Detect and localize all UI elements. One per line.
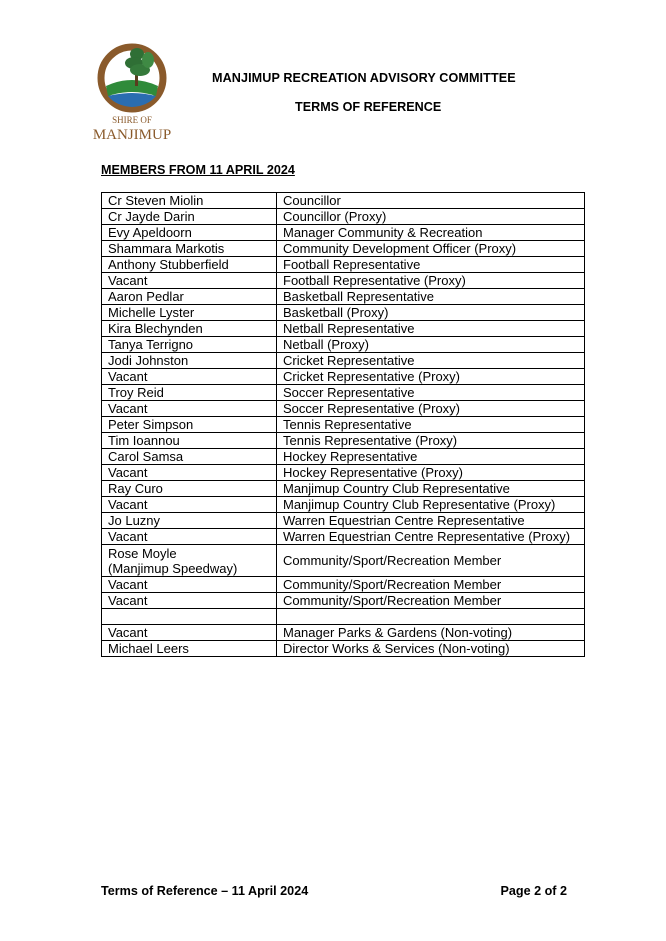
member-role: Tennis Representative (Proxy) — [277, 433, 585, 449]
logo-shire-of: SHIRE OF — [112, 115, 152, 125]
table-row — [102, 481, 585, 497]
member-name-cell — [102, 257, 277, 273]
member-role: Hockey Representative (Proxy) — [277, 465, 585, 481]
member-name-cell — [102, 289, 277, 305]
member-name-cell — [102, 625, 277, 641]
member-name: Vacant — [108, 529, 148, 544]
logo-manjimup: MANJIMUP — [92, 127, 172, 143]
member-role: Soccer Representative (Proxy) — [277, 401, 585, 417]
member-role: Basketball Representative — [277, 289, 585, 305]
table-row — [102, 273, 585, 289]
member-role: Cricket Representative (Proxy) — [277, 369, 585, 385]
member-name: Tim Ioannou — [108, 433, 180, 448]
table-row — [102, 225, 585, 241]
member-name: Vacant — [108, 369, 148, 384]
member-name: Jo Luzny — [108, 513, 161, 528]
member-name: Tanya Terrigno — [108, 337, 194, 352]
member-role: Netball Representative — [277, 321, 585, 337]
member-role — [277, 609, 585, 625]
member-role: Basketball (Proxy) — [277, 305, 585, 321]
member-name-cell — [102, 321, 277, 337]
member-role: Community Development Officer (Proxy) — [277, 241, 585, 257]
member-name: Vacant — [108, 593, 148, 608]
table-row — [102, 497, 585, 513]
member-name: Vacant — [108, 401, 148, 416]
member-name: Peter Simpson — [108, 417, 194, 432]
table-row — [102, 337, 585, 353]
member-name: Carol Samsa — [108, 449, 184, 464]
member-role: Soccer Representative — [277, 385, 585, 401]
table-row — [102, 193, 585, 209]
document-subtitle: TERMS OF REFERENCE — [295, 100, 442, 114]
member-name-cell — [102, 417, 277, 433]
member-name: Michael Leers — [108, 641, 189, 656]
member-role: Hockey Representative — [277, 449, 585, 465]
member-name: Vacant — [108, 625, 148, 640]
member-name: Michelle Lyster — [108, 305, 195, 320]
member-role: Director Works & Services (Non-voting) — [277, 641, 585, 657]
member-name-cell — [102, 577, 277, 593]
member-name-cell — [102, 209, 277, 225]
table-row — [102, 577, 585, 593]
member-name: Evy Apeldoorn — [108, 225, 192, 240]
table-row — [102, 257, 585, 273]
member-role: Tennis Representative — [277, 417, 585, 433]
table-row — [102, 593, 585, 609]
member-name-note: (Manjimup Speedway) — [108, 560, 238, 576]
member-name: Troy Reid — [108, 385, 164, 400]
members-section-title: MEMBERS FROM 11 APRIL 2024 — [101, 163, 295, 177]
footer-page-number: Page 2 of 2 — [500, 884, 567, 898]
member-role: Warren Equestrian Centre Representative — [277, 513, 585, 529]
member-role: Netball (Proxy) — [277, 337, 585, 353]
member-name: Shammara Markotis — [108, 241, 225, 256]
member-role: Cricket Representative — [277, 353, 585, 369]
member-role: Manager Parks & Gardens (Non-voting) — [277, 625, 585, 641]
member-name-cell — [102, 353, 277, 369]
table-row — [102, 401, 585, 417]
member-name-cell — [102, 593, 277, 609]
member-name-cell — [102, 305, 277, 321]
member-name-cell — [102, 513, 277, 529]
member-name: Vacant — [108, 497, 148, 512]
member-role: Manjimup Country Club Representative — [277, 481, 585, 497]
member-name: Cr Jayde Darin — [108, 209, 195, 224]
member-role: Football Representative — [277, 257, 585, 273]
member-name-cell — [102, 497, 277, 513]
table-row — [102, 353, 585, 369]
table-row — [102, 433, 585, 449]
table-row — [102, 209, 585, 225]
member-role: Manager Community & Recreation — [277, 225, 585, 241]
member-name-cell — [102, 273, 277, 289]
table-row — [102, 529, 585, 545]
member-role: Community/Sport/Recreation Member — [277, 545, 585, 577]
member-name: Vacant — [108, 465, 148, 480]
member-role: Councillor — [277, 193, 585, 209]
table-row — [102, 289, 585, 305]
committee-title: MANJIMUP RECREATION ADVISORY COMMITTEE — [212, 71, 516, 85]
member-name-cell — [102, 545, 277, 577]
table-row — [102, 321, 585, 337]
member-name: Vacant — [108, 577, 148, 592]
table-row — [102, 369, 585, 385]
table-row — [102, 385, 585, 401]
member-role: Councillor (Proxy) — [277, 209, 585, 225]
member-name-cell — [102, 433, 277, 449]
member-name: Cr Steven Miolin — [108, 193, 204, 208]
table-row — [102, 545, 585, 577]
member-name: Anthony Stubberfield — [108, 257, 229, 272]
table-row — [102, 625, 585, 641]
members-table — [101, 192, 585, 657]
member-name-cell — [102, 241, 277, 257]
table-row — [102, 609, 585, 625]
member-name-cell — [102, 481, 277, 497]
table-row — [102, 641, 585, 657]
footer-document-name: Terms of Reference – 11 April 2024 — [101, 884, 309, 898]
member-name-cell — [102, 225, 277, 241]
member-name-cell — [102, 465, 277, 481]
member-role: Community/Sport/Recreation Member — [277, 577, 585, 593]
member-role: Football Representative (Proxy) — [277, 273, 585, 289]
member-name-cell — [102, 401, 277, 417]
member-name-cell — [102, 529, 277, 545]
member-name: Aaron Pedlar — [108, 289, 184, 304]
member-name-cell — [102, 449, 277, 465]
table-row — [102, 305, 585, 321]
member-name: Ray Curo — [108, 481, 163, 496]
member-name-cell — [102, 193, 277, 209]
shire-logo — [88, 38, 176, 146]
table-row — [102, 513, 585, 529]
member-name-cell — [102, 609, 277, 625]
member-role: Warren Equestrian Centre Representative (Proxy) — [277, 529, 585, 545]
member-name: Kira Blechynden — [108, 321, 203, 336]
member-role: Manjimup Country Club Representative (Proxy) — [277, 497, 585, 513]
table-row — [102, 417, 585, 433]
member-name-cell — [102, 385, 277, 401]
member-name-cell — [102, 369, 277, 385]
member-name: Vacant — [108, 273, 148, 288]
member-role: Community/Sport/Recreation Member — [277, 593, 585, 609]
member-name-cell — [102, 641, 277, 657]
table-row — [102, 241, 585, 257]
table-row — [102, 465, 585, 481]
table-row — [102, 449, 585, 465]
member-name: Rose Moyle — [108, 545, 177, 561]
member-name-cell — [102, 337, 277, 353]
member-name: Jodi Johnston — [108, 353, 189, 368]
